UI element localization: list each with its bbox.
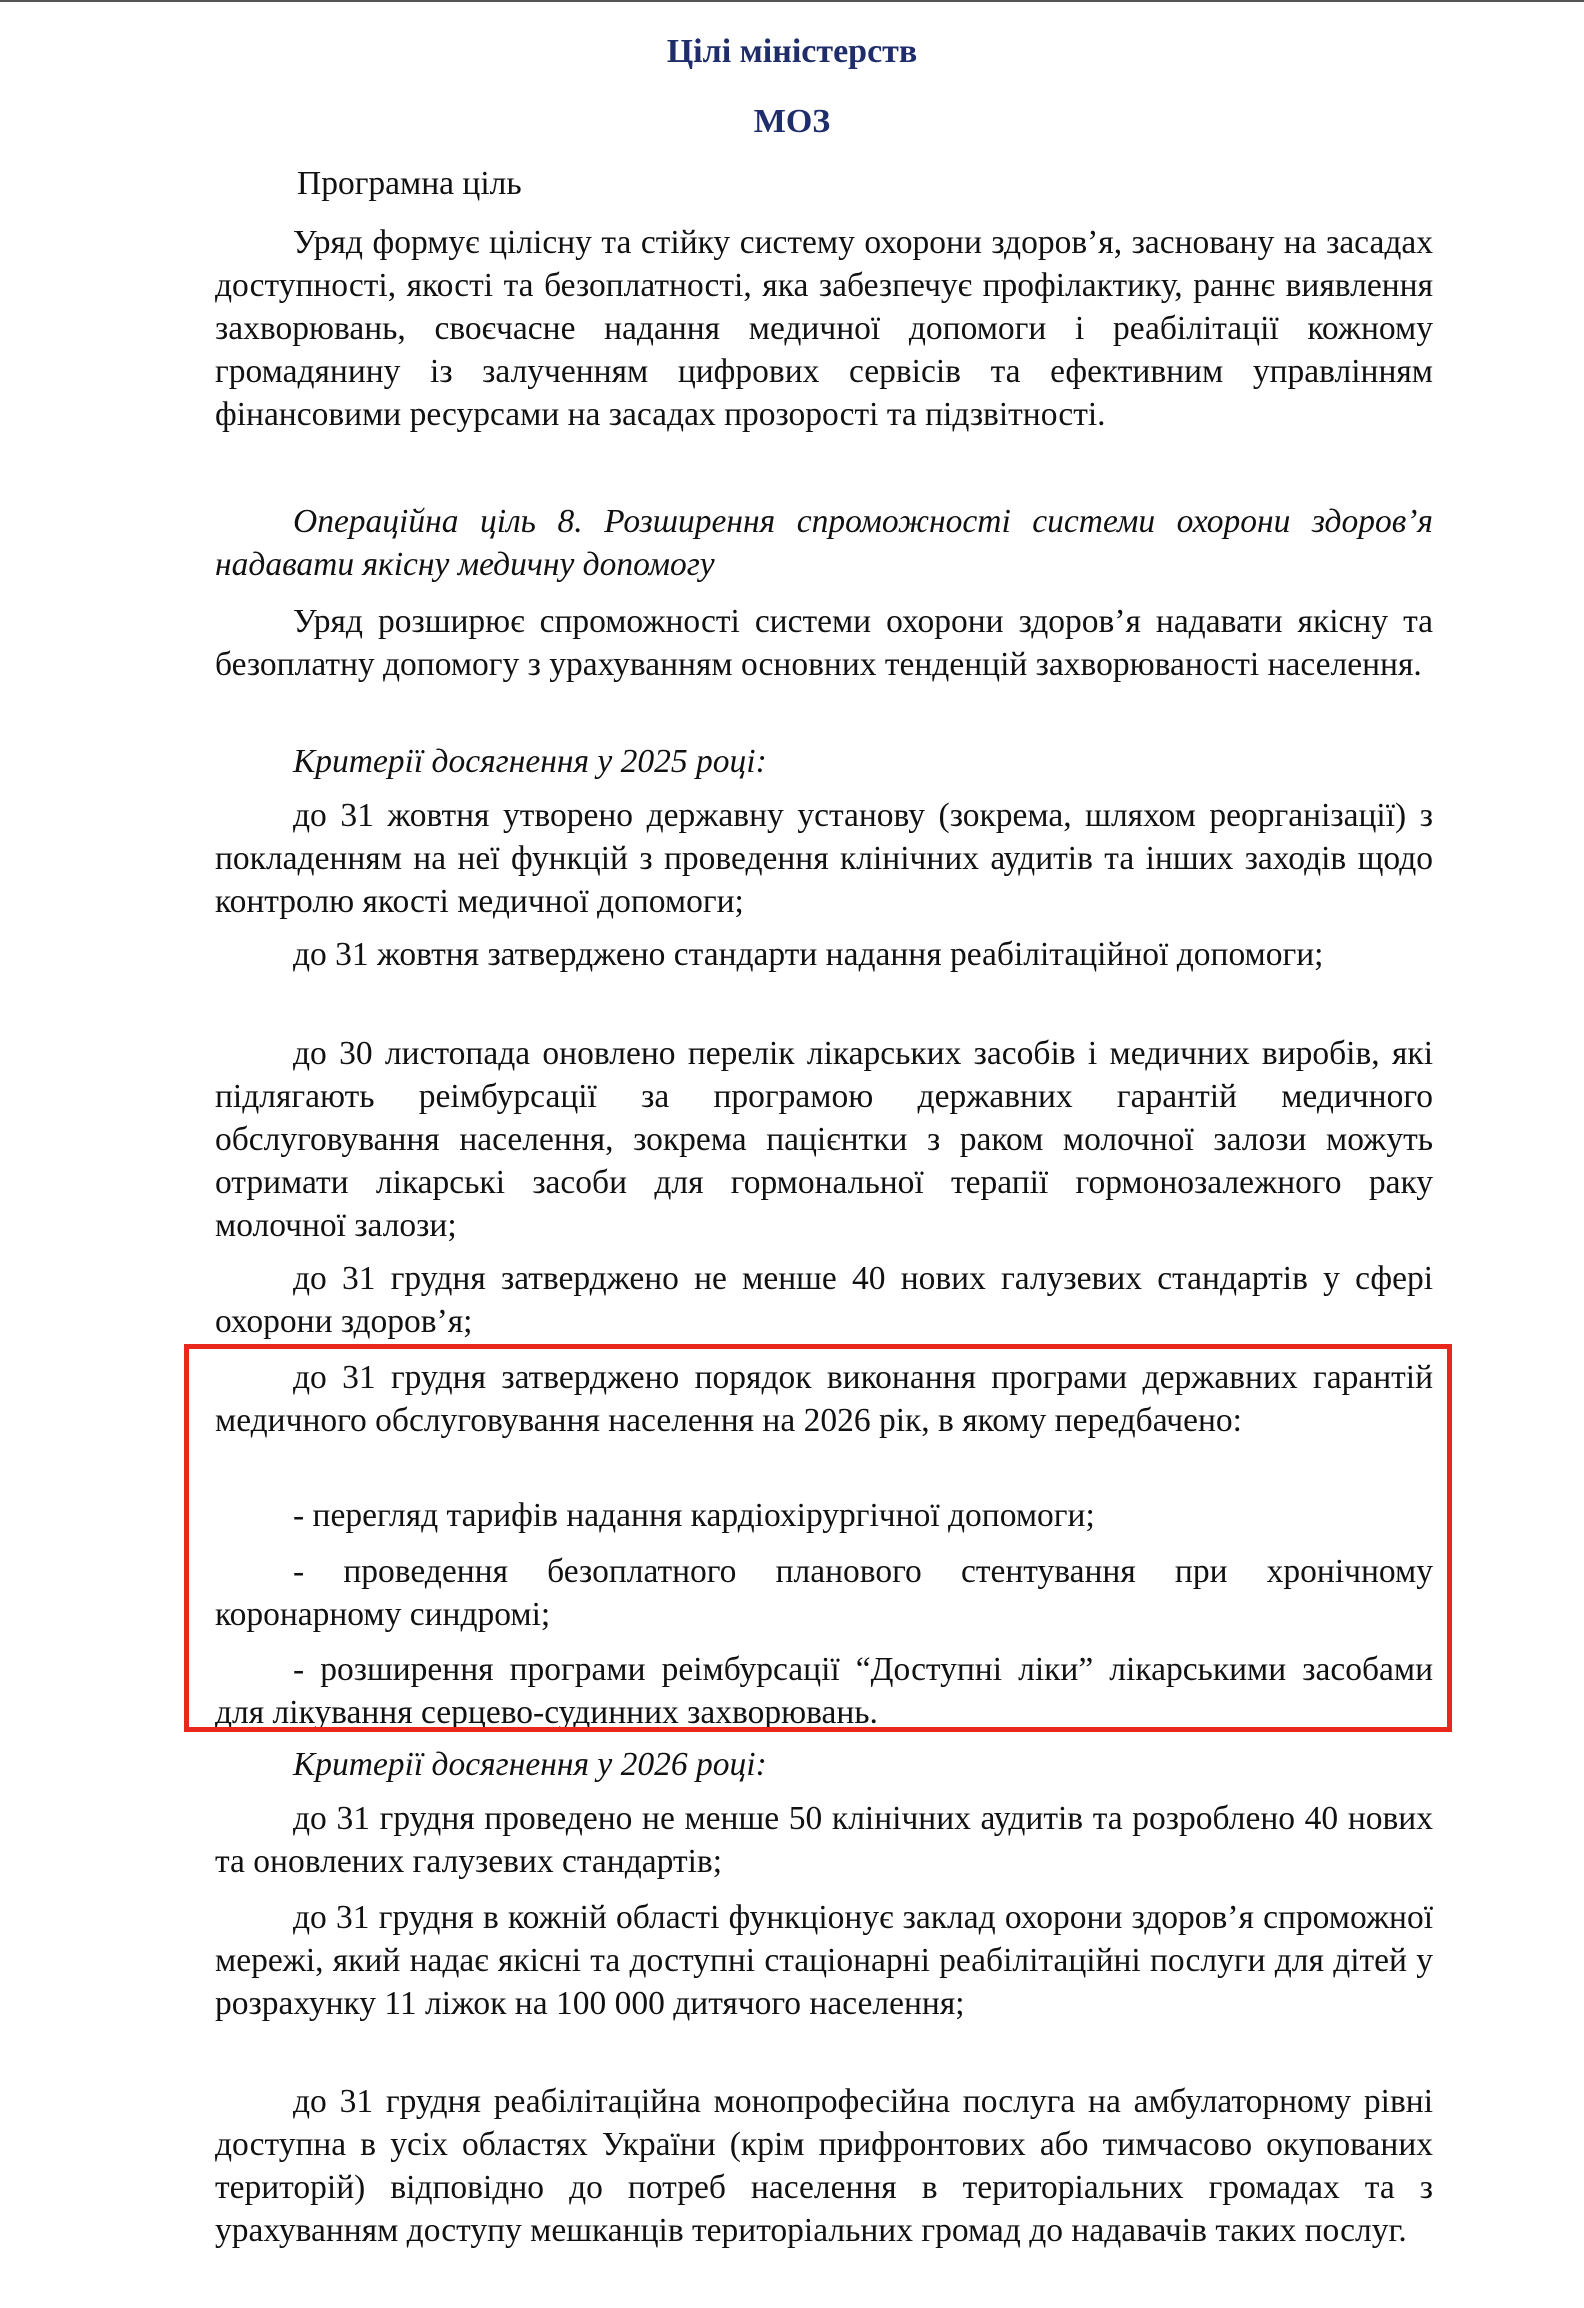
criteria-2026-item: до 31 грудня проведено не менше 50 клінічних аудитів та розроблено 40 нових та оновлених галузевих стандартів; bbox=[215, 1800, 1433, 1880]
highlighted-item-intro: до 31 грудня затверджено порядок виконання програми державних гарантій медичного обслуговування населення на 2026 рік, в якому передбачено: bbox=[215, 1359, 1433, 1439]
criteria-2025-item: до 31 грудня затверджено не менше 40 нових галузевих стандартів у сфері охорони здоров’я; bbox=[215, 1260, 1433, 1340]
criteria-2025-item: до 31 жовтня затверджено стандарти надання реабілітаційної допомоги; bbox=[293, 936, 1324, 973]
criteria-2026-item: до 31 грудня реабілітаційна монопрофесійна послуга на амбулаторному рівні доступна в усіх областях України (крім прифронтових або тимчасово окупованих територій) відповідно до потреб населення в територіальних громадах та з урахуванням доступу мешканців територіальних громад до надавачів таких послуг. bbox=[215, 2083, 1433, 2249]
criteria-2025-heading: Критерії досягнення у 2025 році: bbox=[293, 743, 767, 780]
ministry-title: МОЗ bbox=[753, 103, 831, 140]
operational-goal-title: Операційна ціль 8. Розширення спроможності системи охорони здоров’я надавати якісну медичну допомогу bbox=[215, 503, 1433, 583]
criteria-2025-item: до 31 жовтня утворено державну установу (зокрема, шляхом реорганізації) з покладенням на неї функцій з проведення клінічних аудитів та інших заходів щодо контролю якості медичної допомоги; bbox=[215, 797, 1433, 920]
operational-goal-text: Уряд розширює спроможності системи охорони здоров’я надавати якісну та безоплатну допомогу з урахуванням основних тенденцій захворюваності населення. bbox=[215, 603, 1433, 683]
highlighted-bullet: - проведення безоплатного планового стентування при хронічному коронарному синдромі; bbox=[215, 1553, 1433, 1633]
criteria-2026-heading: Критерії досягнення у 2026 році: bbox=[293, 1746, 767, 1783]
top-divider bbox=[0, 0, 1584, 2]
highlighted-bullet: - перегляд тарифів надання кардіохірургічної допомоги; bbox=[293, 1497, 1095, 1534]
program-goal-label: Програмна ціль bbox=[297, 165, 522, 202]
document-title: Цілі міністерств bbox=[666, 33, 918, 70]
highlighted-bullet: - розширення програми реімбурсації “Доступні ліки” лікарськими засобами для лікування серцево-судинних захворювань. bbox=[215, 1651, 1433, 1731]
criteria-2026-item: до 31 грудня в кожній області функціонує заклад охорони здоров’я спроможної мережі, який надає якісні та доступні стаціонарні реабілітаційні послуги для дітей у розрахунку 11 ліжок на 100 000 дитячого населення; bbox=[215, 1899, 1433, 2022]
program-goal-text: Уряд формує цілісну та стійку систему охорони здоров’я, засновану на засадах доступності, якості та безоплатності, яка забезпечує профілактику, раннє виявлення захворювань, своєчасне надання медичної допомоги і реабілітації кожному громадянину із залученням цифрових сервісів та ефективним управлінням фінансовими ресурсами на засадах прозорості та підзвітності. bbox=[215, 224, 1433, 433]
criteria-2025-item: до 30 листопада оновлено перелік лікарських засобів і медичних виробів, які підлягають реімбурсації за програмою державних гарантій медичного обслуговування населення, зокрема пацієнтки з раком молочної залози можуть отримати лікарські засоби для гормональної терапії гормонозалежного раку молочної залози; bbox=[215, 1035, 1433, 1244]
